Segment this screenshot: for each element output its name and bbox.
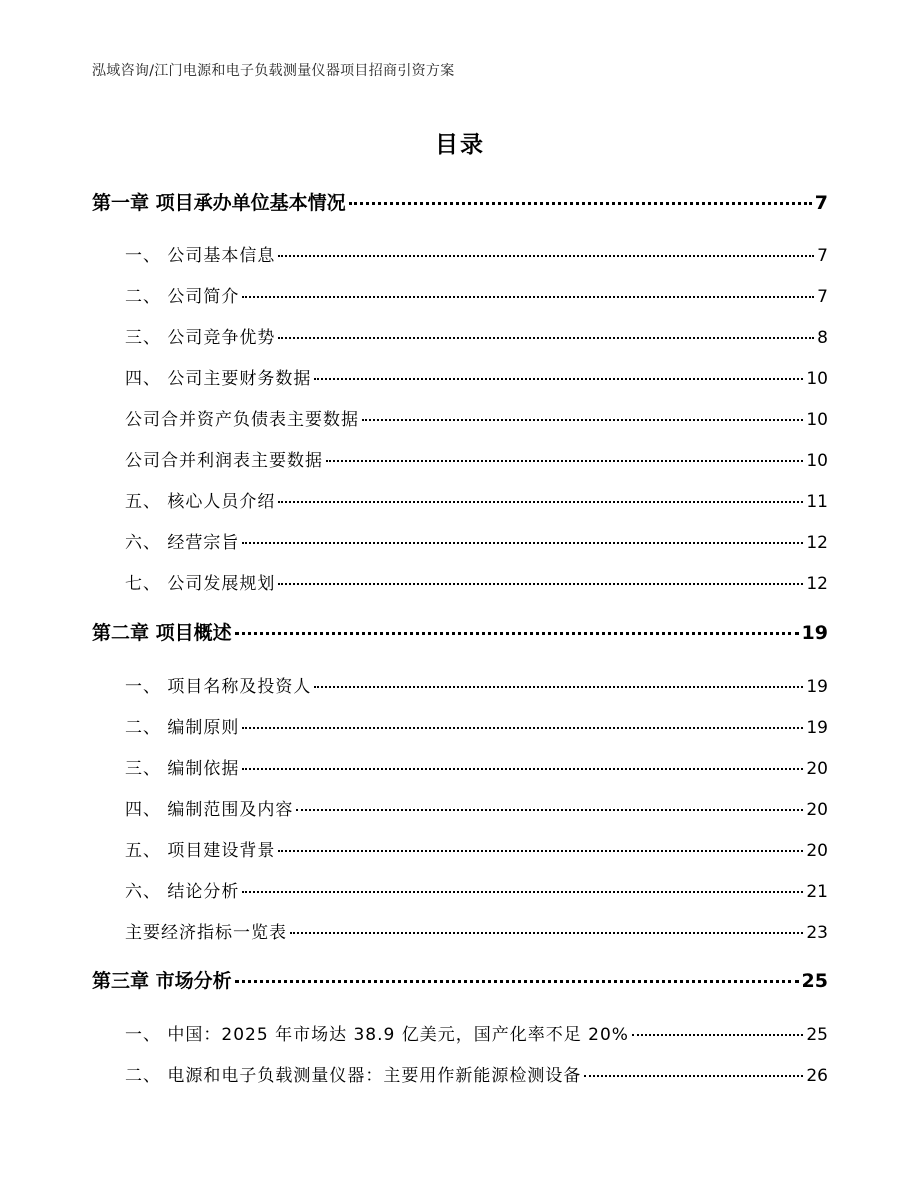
toc-entry-label: 第一章 项目承办单位基本情况 [92,192,346,214]
toc-entry-label: 四、 公司主要财务数据 [125,369,312,389]
toc-entry-page: 25 [801,970,828,992]
dot-leader [349,202,812,205]
toc-entry-label: 三、 编制依据 [125,759,240,779]
toc-entry-label: 第三章 市场分析 [92,970,232,992]
toc-entry-label: 公司合并利润表主要数据 [125,451,323,471]
toc-entry-label: 五、 项目建设背景 [125,841,276,861]
dot-leader [242,891,803,893]
toc-entry-page: 7 [814,192,828,214]
dot-leader [242,727,803,729]
toc-entry-label: 四、 编制范围及内容 [125,800,294,820]
toc-entry-chapter[interactable] [92,966,828,993]
toc-entry-chapter[interactable] [92,618,828,645]
dot-leader [632,1034,803,1036]
toc-entry-label: 主要经济指标一览表 [125,923,287,943]
toc-entry-section[interactable] [125,405,828,430]
toc-entry-section[interactable] [125,569,828,594]
dot-leader [242,296,814,298]
dot-leader [242,768,803,770]
toc-entry-page: 12 [806,533,828,553]
toc-entry-section[interactable] [125,364,828,389]
toc-entry-label: 七、 公司发展规划 [125,574,276,594]
toc-entry-label: 公司合并资产负债表主要数据 [125,410,359,430]
dot-leader [235,980,799,983]
dot-leader [278,583,803,585]
toc-entry-page: 7 [817,287,828,307]
toc-entry-section[interactable] [125,323,828,348]
toc-entry-section[interactable] [125,528,828,553]
dot-leader [362,419,803,421]
toc-entry-section[interactable] [125,836,828,861]
toc-entry-section[interactable] [125,918,828,943]
dot-leader [242,542,803,544]
toc-entry-page: 20 [806,800,828,820]
toc-entry-page: 8 [817,328,828,348]
toc-entry-page: 19 [806,677,828,697]
toc-entry-page: 11 [806,492,828,512]
toc-entry-label: 六、 经营宗旨 [125,533,240,553]
toc-entry-label: 第二章 项目概述 [92,622,232,644]
dot-leader [584,1075,803,1077]
toc-entry-page: 26 [806,1066,828,1086]
toc-entry-label: 二、 编制原则 [125,718,240,738]
toc-entry-page: 7 [817,246,828,266]
dot-leader [278,337,814,339]
toc-entry-page: 12 [806,574,828,594]
toc-entry-section[interactable] [125,282,828,307]
toc-entry-label: 二、 电源和电子负载测量仪器：主要用作新能源检测设备 [125,1066,582,1086]
toc-entry-label: 五、 核心人员介绍 [125,492,276,512]
toc-entry-label: 一、 公司基本信息 [125,246,276,266]
dot-leader [314,686,803,688]
dot-leader [235,632,799,635]
dot-leader [278,850,803,852]
toc-entry-label: 六、 结论分析 [125,882,240,902]
toc-entry-page: 25 [806,1025,828,1045]
toc-entry-page: 19 [801,622,828,644]
toc-entry-page: 21 [806,882,828,902]
toc-entry-page: 10 [806,369,828,389]
toc-entry-page: 10 [806,410,828,430]
toc-entry-label: 三、 公司竞争优势 [125,328,276,348]
toc-entry-section[interactable] [125,672,828,697]
toc-entry-label: 一、 中国：2025 年市场达 38.9 亿美元，国产化率不足 20% [125,1025,629,1045]
dot-leader [278,255,814,257]
toc-entry-section[interactable] [125,754,828,779]
toc-entry-section[interactable] [125,795,828,820]
toc-entry-chapter[interactable] [92,188,828,215]
toc-entry-page: 19 [806,718,828,738]
toc-entry-section[interactable] [125,241,828,266]
toc-entry-section[interactable] [125,1020,828,1045]
dot-leader [326,460,803,462]
toc-entry-page: 23 [806,923,828,943]
toc-entry-section[interactable] [125,1061,828,1086]
page-header: 泓域咨询/江门电源和电子负载测量仪器项目招商引资方案 [92,63,455,79]
toc-entry-label: 一、 项目名称及投资人 [125,677,312,697]
dot-leader [296,809,803,811]
toc-entry-section[interactable] [125,446,828,471]
dot-leader [278,501,803,503]
toc-entry-label: 二、 公司简介 [125,287,240,307]
dot-leader [314,378,803,380]
toc-entry-section[interactable] [125,713,828,738]
toc-entry-section[interactable] [125,487,828,512]
toc-entry-page: 20 [806,759,828,779]
toc-entry-section[interactable] [125,877,828,902]
dot-leader [290,932,803,934]
toc-title: 目录 [435,132,485,158]
toc-entry-page: 10 [806,451,828,471]
toc-entry-page: 20 [806,841,828,861]
